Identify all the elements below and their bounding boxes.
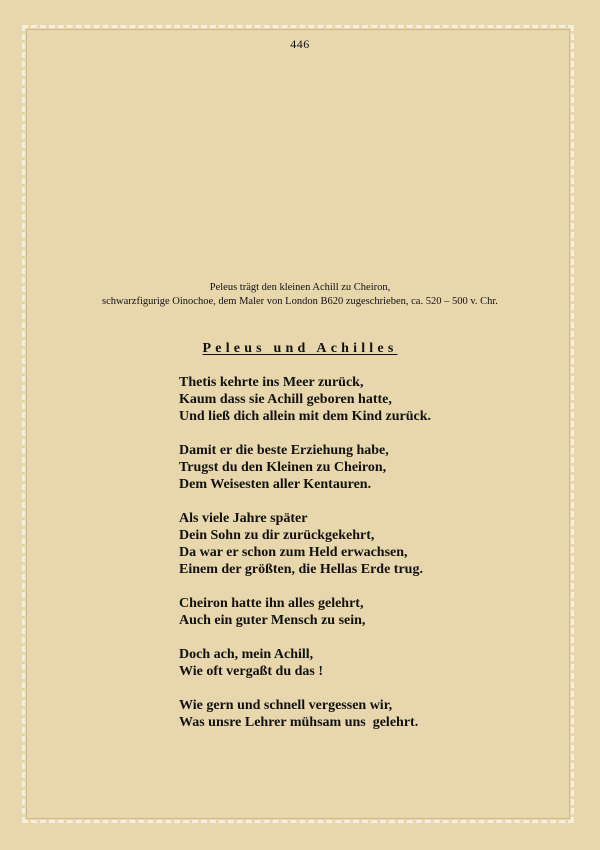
- poem-body: [179, 374, 559, 748]
- stanza: [179, 510, 559, 578]
- stanza: [179, 646, 559, 680]
- poem-line: Damit er die beste Erziehung habe,: [179, 443, 389, 458]
- stanza: [179, 374, 559, 425]
- poem-line: Thetis kehrte ins Meer zurück,: [179, 375, 364, 390]
- poem-line: Als viele Jahre später: [179, 511, 308, 526]
- poem-line: Doch ach, mein Achill,: [179, 647, 314, 662]
- poem-line: Auch ein guter Mensch zu sein,: [179, 613, 366, 628]
- poem-line: Dem Weisesten aller Kentauren.: [179, 477, 372, 492]
- stanza: [179, 697, 559, 731]
- poem-line: Was unsre Lehrer mühsam uns gelehrt.: [179, 715, 419, 730]
- poem-line: Kaum dass sie Achill geboren hatte,: [179, 392, 392, 407]
- stanza: [179, 442, 559, 493]
- caption-line-1: Peleus trägt den kleinen Achill zu Cheiron,: [209, 282, 391, 293]
- caption-line-2: schwarzfigurige Oinochoe, dem Maler von London B620 zugeschrieben, ca. 520 – 500 v. Chr.: [102, 296, 498, 307]
- page-number: 446: [290, 37, 310, 51]
- image-caption: [0, 281, 600, 309]
- poem-line: Wie oft vergaßt du das !: [179, 664, 324, 679]
- poem-title: Peleus und Achilles: [202, 341, 398, 356]
- poem-line: Da war er schon zum Held erwachsen,: [179, 545, 408, 560]
- vase-image-placeholder: [140, 66, 460, 271]
- poem-line: Dein Sohn zu dir zurückgekehrt,: [179, 528, 375, 543]
- poem-line: Trugst du den Kleinen zu Cheiron,: [179, 460, 387, 475]
- poem-line: Cheiron hatte ihn alles gelehrt,: [179, 596, 364, 611]
- poem-line: Wie gern und schnell vergessen wir,: [179, 698, 393, 713]
- poem-line: Einem der größten, die Hellas Erde trug.: [179, 562, 423, 577]
- stanza: [179, 595, 559, 629]
- poem-line: Und ließ dich allein mit dem Kind zurück.: [179, 409, 432, 424]
